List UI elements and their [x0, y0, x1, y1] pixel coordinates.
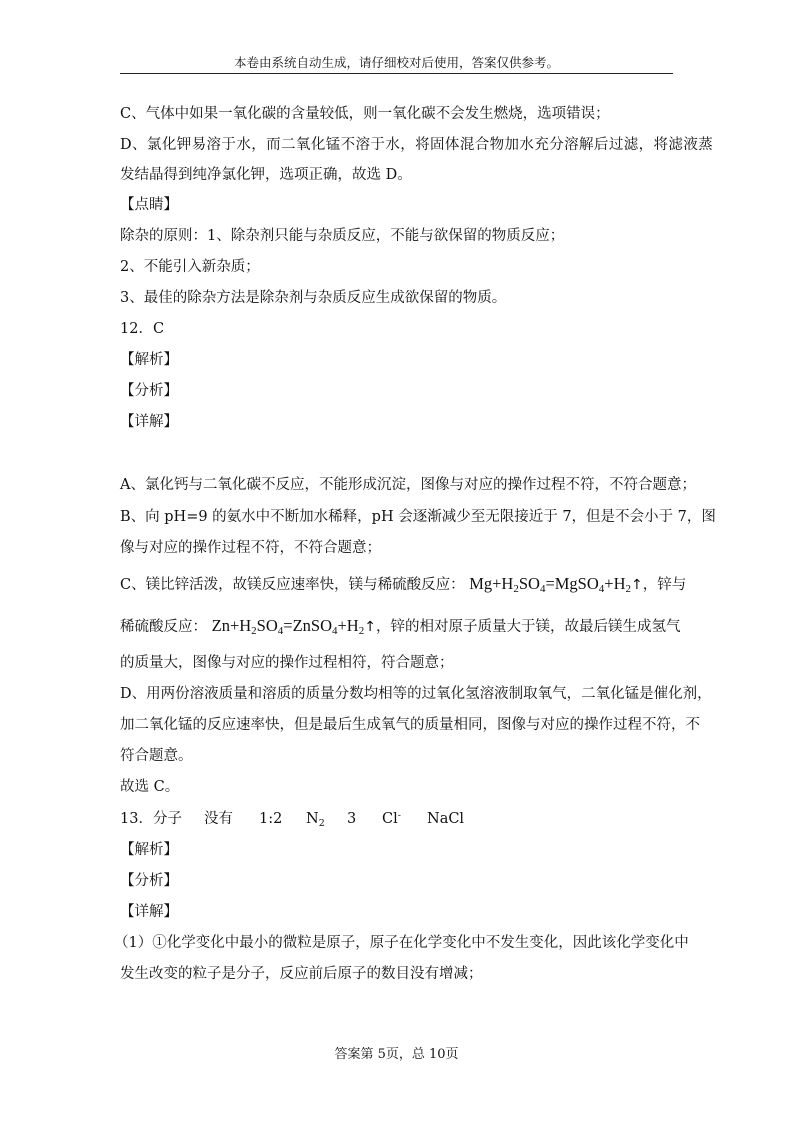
section-label: 【分析】	[120, 383, 178, 399]
text-line: D、用两份溶液质量和溶质的质量分数均相等的过氧化氢溶液制取氧气，二氧化锰是催化剂，	[120, 686, 712, 702]
page-footer: 答案第 5页，总 10页	[334, 1047, 459, 1062]
text-line: 除杂的原则：1、除杂剂只能与杂质反应，不能与欲保留的物质反应；	[120, 228, 565, 244]
eq-part: =ZnSO	[283, 616, 332, 635]
page-header: 本卷由系统自动生成，请仔细校对后使用，答案仅供参考。	[233, 55, 559, 70]
formula-superscript: -	[397, 810, 401, 821]
eq-part: Zn+H	[211, 616, 252, 635]
text-line: 加二氧化锰的反应速率快，但是最后生成氧气的质量相同，图像与对应的操作过程不符，不	[120, 717, 700, 733]
header-divider	[120, 73, 673, 74]
eq-subscript: 2	[513, 583, 519, 595]
formula-line-suffix: ，锌与	[642, 577, 687, 593]
eq-subscript: 4	[277, 625, 284, 637]
chemical-equation	[212, 616, 365, 635]
chemical-equation	[469, 574, 631, 593]
answer-cell: 没有	[204, 811, 233, 827]
formula-symbol: N	[306, 811, 319, 827]
text-line: 符合题意。	[120, 748, 193, 764]
eq-part: Mg+H	[469, 574, 514, 593]
section-label: 【分析】	[120, 873, 178, 889]
section-label: 【详解】	[120, 414, 178, 430]
text-line: C、气体中如果一氧化碳的含量较低，则一氧化碳不会发生燃烧，选项错误；	[120, 106, 610, 122]
eq-subscript: 4	[598, 583, 605, 595]
text-line: 发生改变的粒子是分子，反应前后原子的数目没有增减；	[120, 966, 483, 982]
text-line: （1）①化学变化中最小的微粒是原子，原子在化学变化中不发生变化，因此该化学变化中	[114, 935, 689, 951]
text-line: A、氯化钙与二氧化碳不反应，不能形成沉淀，图像与对应的操作过程不符，不符合题意；	[120, 477, 696, 493]
formula-line	[120, 616, 681, 637]
eq-subscript: 2	[251, 625, 257, 637]
eq-part: =MgSO	[545, 574, 599, 593]
answer-formula	[382, 809, 401, 829]
text-line: 3、最佳的除杂方法是除杂剂与杂质反应生成欲保留的物质。	[120, 290, 507, 306]
formula-line-suffix: ，锌的相对原子质量大于镁，故最后镁生成氢气	[375, 619, 681, 635]
formula-line-prefix: 稀硫酸反应：	[120, 619, 207, 635]
section-label: 【详解】	[120, 904, 178, 920]
text-line: D、氯化钾易溶于水，而二氧化锰不溶于水，将固体混合物加水充分溶解后过滤，将滤液蒸	[120, 137, 714, 153]
formula-line-prefix: C、镁比锌活泼，故镁反应速率快，镁与稀硫酸反应：	[120, 577, 465, 593]
answer-cell: 3	[347, 811, 357, 827]
answer-cell: 1:2	[259, 811, 283, 827]
eq-part: +H	[604, 574, 626, 593]
answer-cell: NaCl	[427, 811, 465, 827]
text-line: 发结晶得到纯净氯化钾，选项正确，故选 D。	[120, 167, 412, 183]
gas-arrow-icon: ↑	[631, 577, 643, 593]
eq-subscript: 2	[625, 583, 632, 595]
section-label: 【解析】	[120, 352, 178, 368]
eq-subscript: 4	[539, 583, 546, 595]
text-line: B、向 pH=9 的氨水中不断加水稀释，pH 会逐渐减少至无限接近于 7，但是不会小于 7，图	[120, 509, 716, 525]
text-line: 像与对应的操作过程不符，不符合题意；	[120, 540, 381, 556]
text-line: 的质量大，图像与对应的操作过程相符，符合题意；	[120, 655, 454, 671]
eq-subscript: 4	[332, 625, 338, 637]
eq-part: +H	[337, 616, 359, 635]
formula-subscript: 2	[318, 818, 325, 829]
eq-part: SO	[256, 616, 278, 635]
answer-number: 13．分子	[120, 811, 182, 827]
answer-formula	[306, 809, 325, 829]
gas-arrow-icon: ↑	[364, 619, 376, 635]
eq-part: SO	[518, 574, 540, 593]
formula-line	[120, 574, 687, 595]
text-line: 故选 C。	[120, 779, 180, 795]
question-number: 12．C	[120, 321, 165, 337]
text-line: 2、不能引入新杂质；	[120, 259, 260, 275]
formula-symbol: Cl	[382, 811, 398, 827]
section-label: 【解析】	[120, 842, 178, 858]
section-label: 【点睛】	[120, 197, 178, 213]
eq-subscript: 2	[358, 625, 365, 637]
